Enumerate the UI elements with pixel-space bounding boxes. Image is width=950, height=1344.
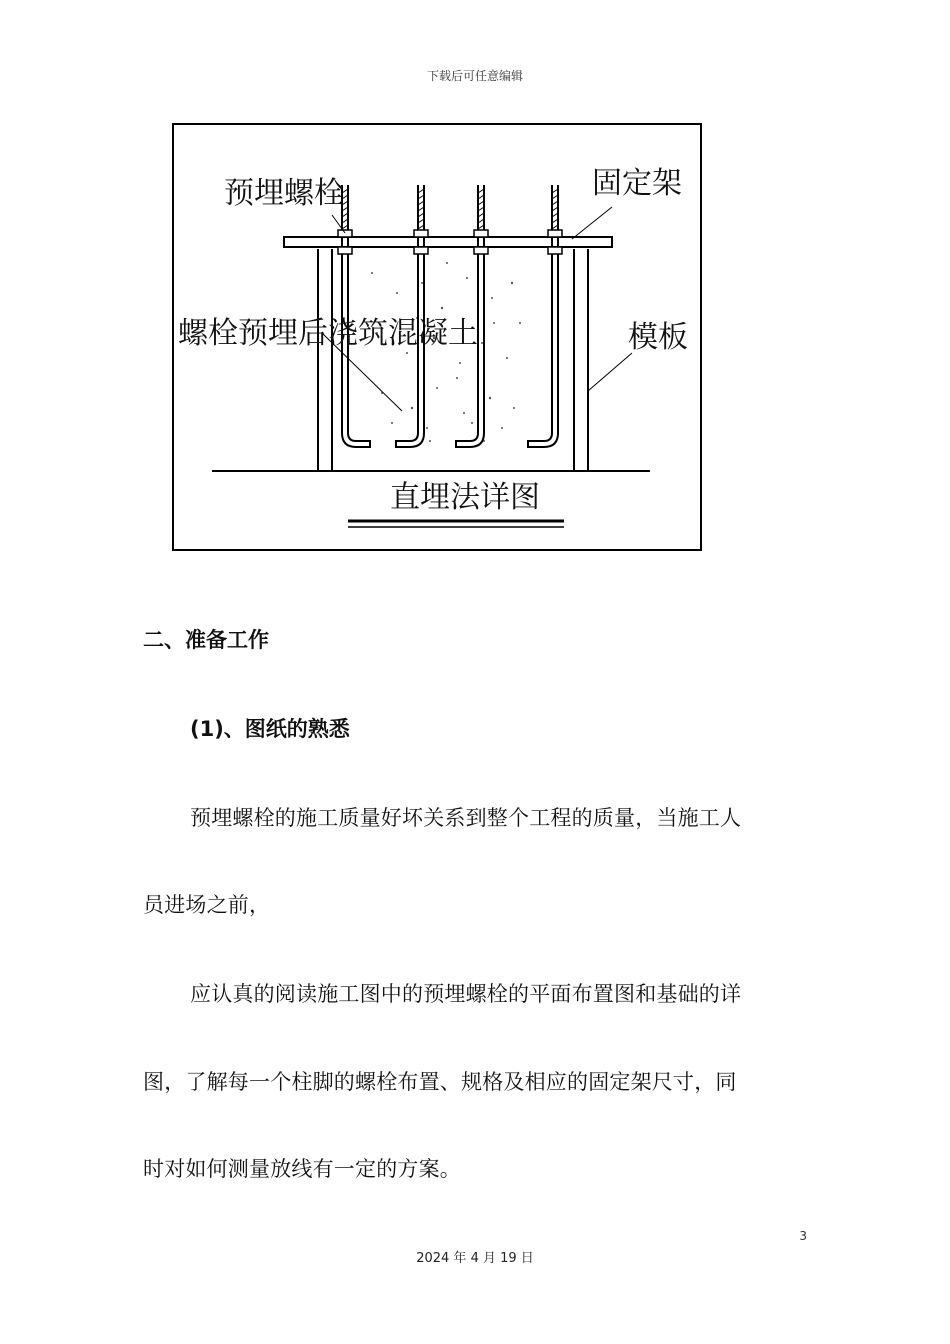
label-concrete: 螺栓预埋后浇筑混凝土 bbox=[178, 316, 478, 351]
footer-date: 2024 年 4 月 19 日 bbox=[416, 1251, 534, 1266]
paragraph-line: 员进场之前， bbox=[143, 893, 271, 917]
subsection-heading: (1)、图纸的熟悉 bbox=[190, 717, 350, 741]
paragraph-line: 应认真的阅读施工图中的预埋螺栓的平面布置图和基础的详 bbox=[190, 982, 742, 1006]
anchor-bolt-diagram bbox=[172, 123, 702, 551]
paragraph-line: 时对如何测量放线有一定的方案。 bbox=[143, 1157, 461, 1181]
paragraph-line: 图，了解每一个柱脚的螺栓布置、规格及相应的固定架尺寸，同 bbox=[143, 1070, 737, 1094]
label-anchor-bolt: 预埋螺栓 bbox=[224, 176, 344, 211]
page-header: 下载后可任意编辑 bbox=[426, 69, 523, 83]
section-heading: 二、准备工作 bbox=[143, 628, 269, 652]
paragraph-line: 预埋螺栓的施工质量好坏关系到整个工程的质量，当施工人 bbox=[190, 806, 742, 830]
page-number: 3 bbox=[799, 1229, 807, 1243]
label-formwork: 模板 bbox=[628, 320, 688, 355]
label-fixing-frame: 固定架 bbox=[592, 166, 682, 201]
figure-caption: 直埋法详图 bbox=[390, 480, 540, 515]
fixing-frame bbox=[284, 237, 612, 247]
